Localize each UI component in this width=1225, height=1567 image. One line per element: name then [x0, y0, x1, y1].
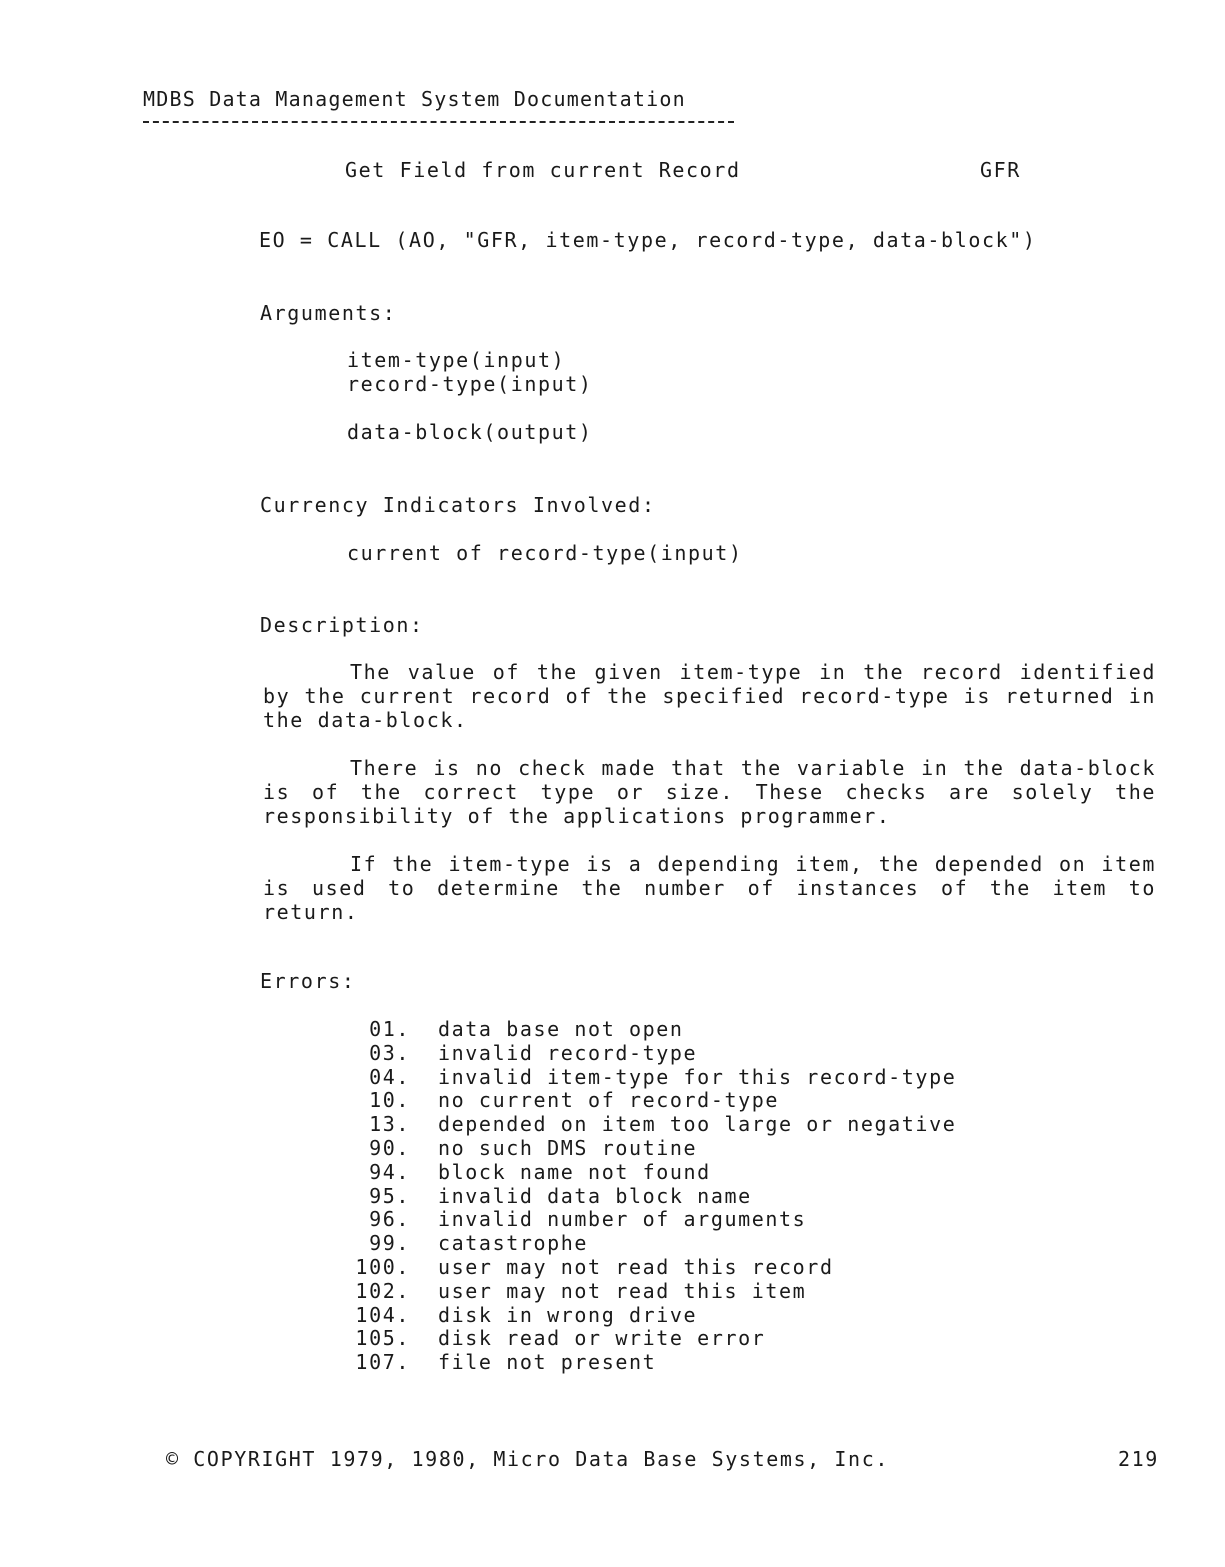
error-row [340, 1280, 956, 1304]
description-heading: Description: [260, 613, 424, 637]
argument-item: data-block(output) [347, 420, 593, 444]
error-text: invalid item-type for this record-type [438, 1064, 957, 1089]
error-row [340, 1232, 956, 1256]
error-row [340, 1042, 956, 1066]
description-paragraph: The value of the given item-type in the record identified by the current record of the specified record-type is returned in the data-block. [263, 660, 1156, 732]
error-row [340, 1185, 956, 1209]
error-code: 96. [369, 1207, 410, 1232]
arguments-heading: Arguments: [260, 301, 397, 325]
routine-title: Get Field from current Record [345, 158, 741, 182]
error-text: invalid record-type [438, 1040, 698, 1065]
call-syntax: EO = CALL (AO, "GFR, item-type, record-type, data-block") [259, 228, 1037, 252]
description-paragraph: There is no check made that the variable in the data-block is of the correct type or size. These checks are solely the responsibility of the applications programmer. [263, 756, 1156, 828]
header-underline [143, 121, 734, 123]
currency-heading: Currency Indicators Involved: [260, 493, 656, 517]
error-text: no such DMS routine [438, 1135, 698, 1160]
error-code: 100. [355, 1254, 410, 1279]
error-code: 105. [355, 1326, 410, 1351]
error-row [340, 1018, 956, 1042]
argument-item: record-type(input) [347, 372, 593, 396]
error-code: 90. [369, 1135, 410, 1160]
error-text: catastrophe [438, 1231, 589, 1256]
page-number: 219 [1118, 1447, 1159, 1471]
error-code: 10. [369, 1088, 410, 1113]
error-text: file not present [438, 1350, 657, 1375]
error-text: invalid number of arguments [438, 1207, 807, 1232]
error-code: 03. [369, 1040, 410, 1065]
error-row [340, 1113, 956, 1137]
error-row [340, 1256, 956, 1280]
error-text: disk read or write error [438, 1326, 766, 1351]
error-code: 102. [355, 1278, 410, 1303]
document-header-title: MDBS Data Management System Documentation [143, 87, 686, 111]
error-row [340, 1089, 956, 1113]
error-text: disk in wrong drive [438, 1302, 698, 1327]
description-paragraph: If the item-type is a depending item, the depended on item is used to determine the number of instances of the item to return. [263, 852, 1156, 924]
error-row [340, 1351, 956, 1375]
error-text: invalid data block name [438, 1183, 752, 1208]
error-row [340, 1304, 956, 1328]
argument-item: item-type(input) [347, 348, 566, 372]
error-code: 04. [369, 1064, 410, 1089]
error-text: depended on item too large or negative [438, 1112, 957, 1137]
error-code: 107. [355, 1350, 410, 1375]
error-row [340, 1161, 956, 1185]
error-text: no current of record-type [438, 1088, 780, 1113]
error-row [340, 1137, 956, 1161]
error-text: user may not read this item [438, 1278, 807, 1303]
error-code: 99. [369, 1231, 410, 1256]
error-row [340, 1066, 956, 1090]
error-row [340, 1208, 956, 1232]
errors-heading: Errors: [260, 969, 356, 993]
error-code: 01. [369, 1017, 410, 1041]
error-code: 95. [369, 1183, 410, 1208]
errors-list [340, 1018, 956, 1375]
error-row [340, 1327, 956, 1351]
currency-item: current of record-type(input) [347, 541, 743, 565]
error-text: block name not found [438, 1159, 711, 1184]
error-text: user may not read this record [438, 1254, 834, 1279]
error-code: 13. [369, 1112, 410, 1137]
error-code: 104. [355, 1302, 410, 1327]
error-text: data base not open [438, 1017, 684, 1041]
footer-copyright: © COPYRIGHT 1979, 1980, Micro Data Base Systems, Inc. [166, 1447, 889, 1471]
routine-code: GFR [980, 158, 1021, 182]
error-code: 94. [369, 1159, 410, 1184]
